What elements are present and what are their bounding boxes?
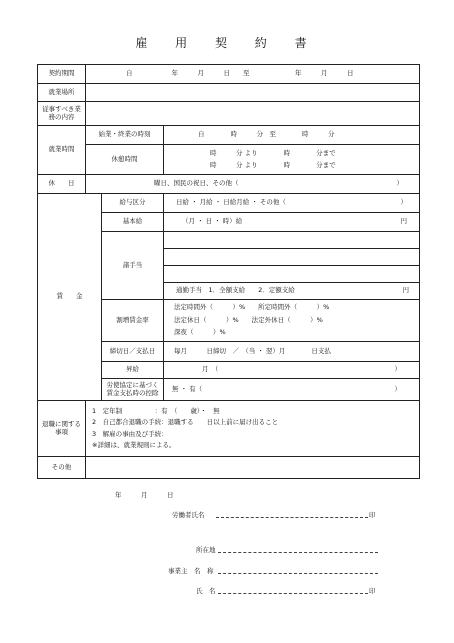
retirement-line-3: 3 解雇の事由及び手続： xyxy=(92,429,168,438)
deduction-field[interactable] xyxy=(164,379,420,401)
worker-seal: 印 xyxy=(369,511,376,519)
representative-name-label: 氏 名 xyxy=(196,587,216,595)
raise-close: ） xyxy=(394,365,401,374)
address-line[interactable] xyxy=(218,552,378,553)
employer-name-label: 事業主 名 称 xyxy=(168,567,214,575)
holiday-close: ） xyxy=(396,179,403,188)
base-salary-label: 基本給 xyxy=(102,213,164,232)
pay-type-field[interactable] xyxy=(164,194,420,213)
holiday-label: 休 日 xyxy=(38,175,86,194)
premium-rate-label: 割増賃金率 xyxy=(102,300,164,342)
raise-text: 月 （ xyxy=(202,365,219,374)
retirement-label: 退職に関する事項 xyxy=(38,401,86,457)
break-line-2: 時 分 より 時 分まで xyxy=(210,160,336,169)
start-end-label: 始業・終業の時刻 xyxy=(86,126,164,145)
break-label: 休憩時間 xyxy=(86,145,164,175)
allowance-line-1[interactable] xyxy=(164,232,420,249)
base-salary-unit: 円 xyxy=(400,217,407,226)
workplace-field[interactable] xyxy=(86,84,420,102)
worker-name-label: 労働者氏名 xyxy=(172,511,205,519)
premium-line-3: 深夜（ ）% xyxy=(174,328,226,337)
representative-name-line[interactable] xyxy=(218,593,368,594)
break-line-1: 時 分 より 時 分まで xyxy=(210,149,336,158)
raise-label: 昇給 xyxy=(102,362,164,379)
allowance-line-3[interactable] xyxy=(164,266,420,283)
pay-type-close: ） xyxy=(400,198,407,207)
address-label: 所在地 xyxy=(196,546,216,554)
employer-seal: 印 xyxy=(369,587,376,595)
employment-contract-table xyxy=(37,64,420,479)
pay-type-label: 給与区分 xyxy=(102,194,164,213)
deduction-label: 労使協定に基づく賃金支払時の控除 xyxy=(102,379,164,401)
premium-line-2: 法定休日（ ）% 法定外休日（ ）% xyxy=(174,315,323,324)
allowance-line-2[interactable] xyxy=(164,249,420,266)
break-field[interactable] xyxy=(164,145,420,175)
cutoff-field[interactable]: 毎月 日締切 ／ （当 ・ 翌）月 日支払 xyxy=(164,342,420,362)
retirement-line-2: 2 自己都合退職の手続：退職する 日以上前に届け出ること xyxy=(92,418,279,427)
raise-field[interactable] xyxy=(164,362,420,379)
deduction-close: ） xyxy=(394,384,401,393)
period-field[interactable]: 自 年 月 日 至 年 月 日 xyxy=(86,65,420,84)
start-end-field[interactable]: 自 時 分 至 時 分 xyxy=(164,126,420,145)
pay-type-text: 日給 ・ 月給 ・ 日給月給 ・ その他（ xyxy=(176,198,286,207)
holiday-field[interactable] xyxy=(86,175,420,194)
commute-text: 通勤手当 1．全額支給 2．定額支給 xyxy=(176,286,295,295)
other-label: その他 xyxy=(38,457,86,479)
retirement-field[interactable] xyxy=(86,401,420,457)
commute-unit: 円 xyxy=(402,286,409,295)
cutoff-label: 締切日／支払日 xyxy=(102,342,164,362)
employer-name-line[interactable] xyxy=(218,573,378,574)
allowances-label: 諸手当 xyxy=(102,232,164,300)
worker-name-line[interactable] xyxy=(216,517,368,518)
wages-label: 賃 金 xyxy=(38,194,102,401)
base-salary-field[interactable] xyxy=(164,213,420,232)
duties-field[interactable] xyxy=(86,102,420,126)
premium-rate-field[interactable] xyxy=(164,300,420,342)
hours-label: 就業時間 xyxy=(38,126,86,175)
deduction-text: 無 ・ 有（ xyxy=(172,384,203,393)
workplace-label: 就業場所 xyxy=(38,84,86,102)
period-label: 契約期間 xyxy=(38,65,86,84)
retirement-line-4: ※詳細は、就業規則による。 xyxy=(92,440,176,449)
premium-line-1: 法定時間外（ ）% 所定時間外（ ）% xyxy=(174,303,330,312)
signing-date[interactable]: 年 月 日 xyxy=(115,491,174,499)
commute-field[interactable] xyxy=(164,283,420,300)
other-field[interactable] xyxy=(86,457,420,479)
document-title: 雇 用 契 約 書 xyxy=(135,36,319,50)
retirement-line-1: 1 定年制 ：有 （ 歳）・ 無 xyxy=(92,406,220,415)
duties-label: 従事すべき業務の内容 xyxy=(38,102,86,126)
base-salary-text: （月 ・ 日 ・ 時）給 xyxy=(182,217,243,226)
holiday-text: 曜日、国民の祝日、その他（ xyxy=(154,179,239,188)
